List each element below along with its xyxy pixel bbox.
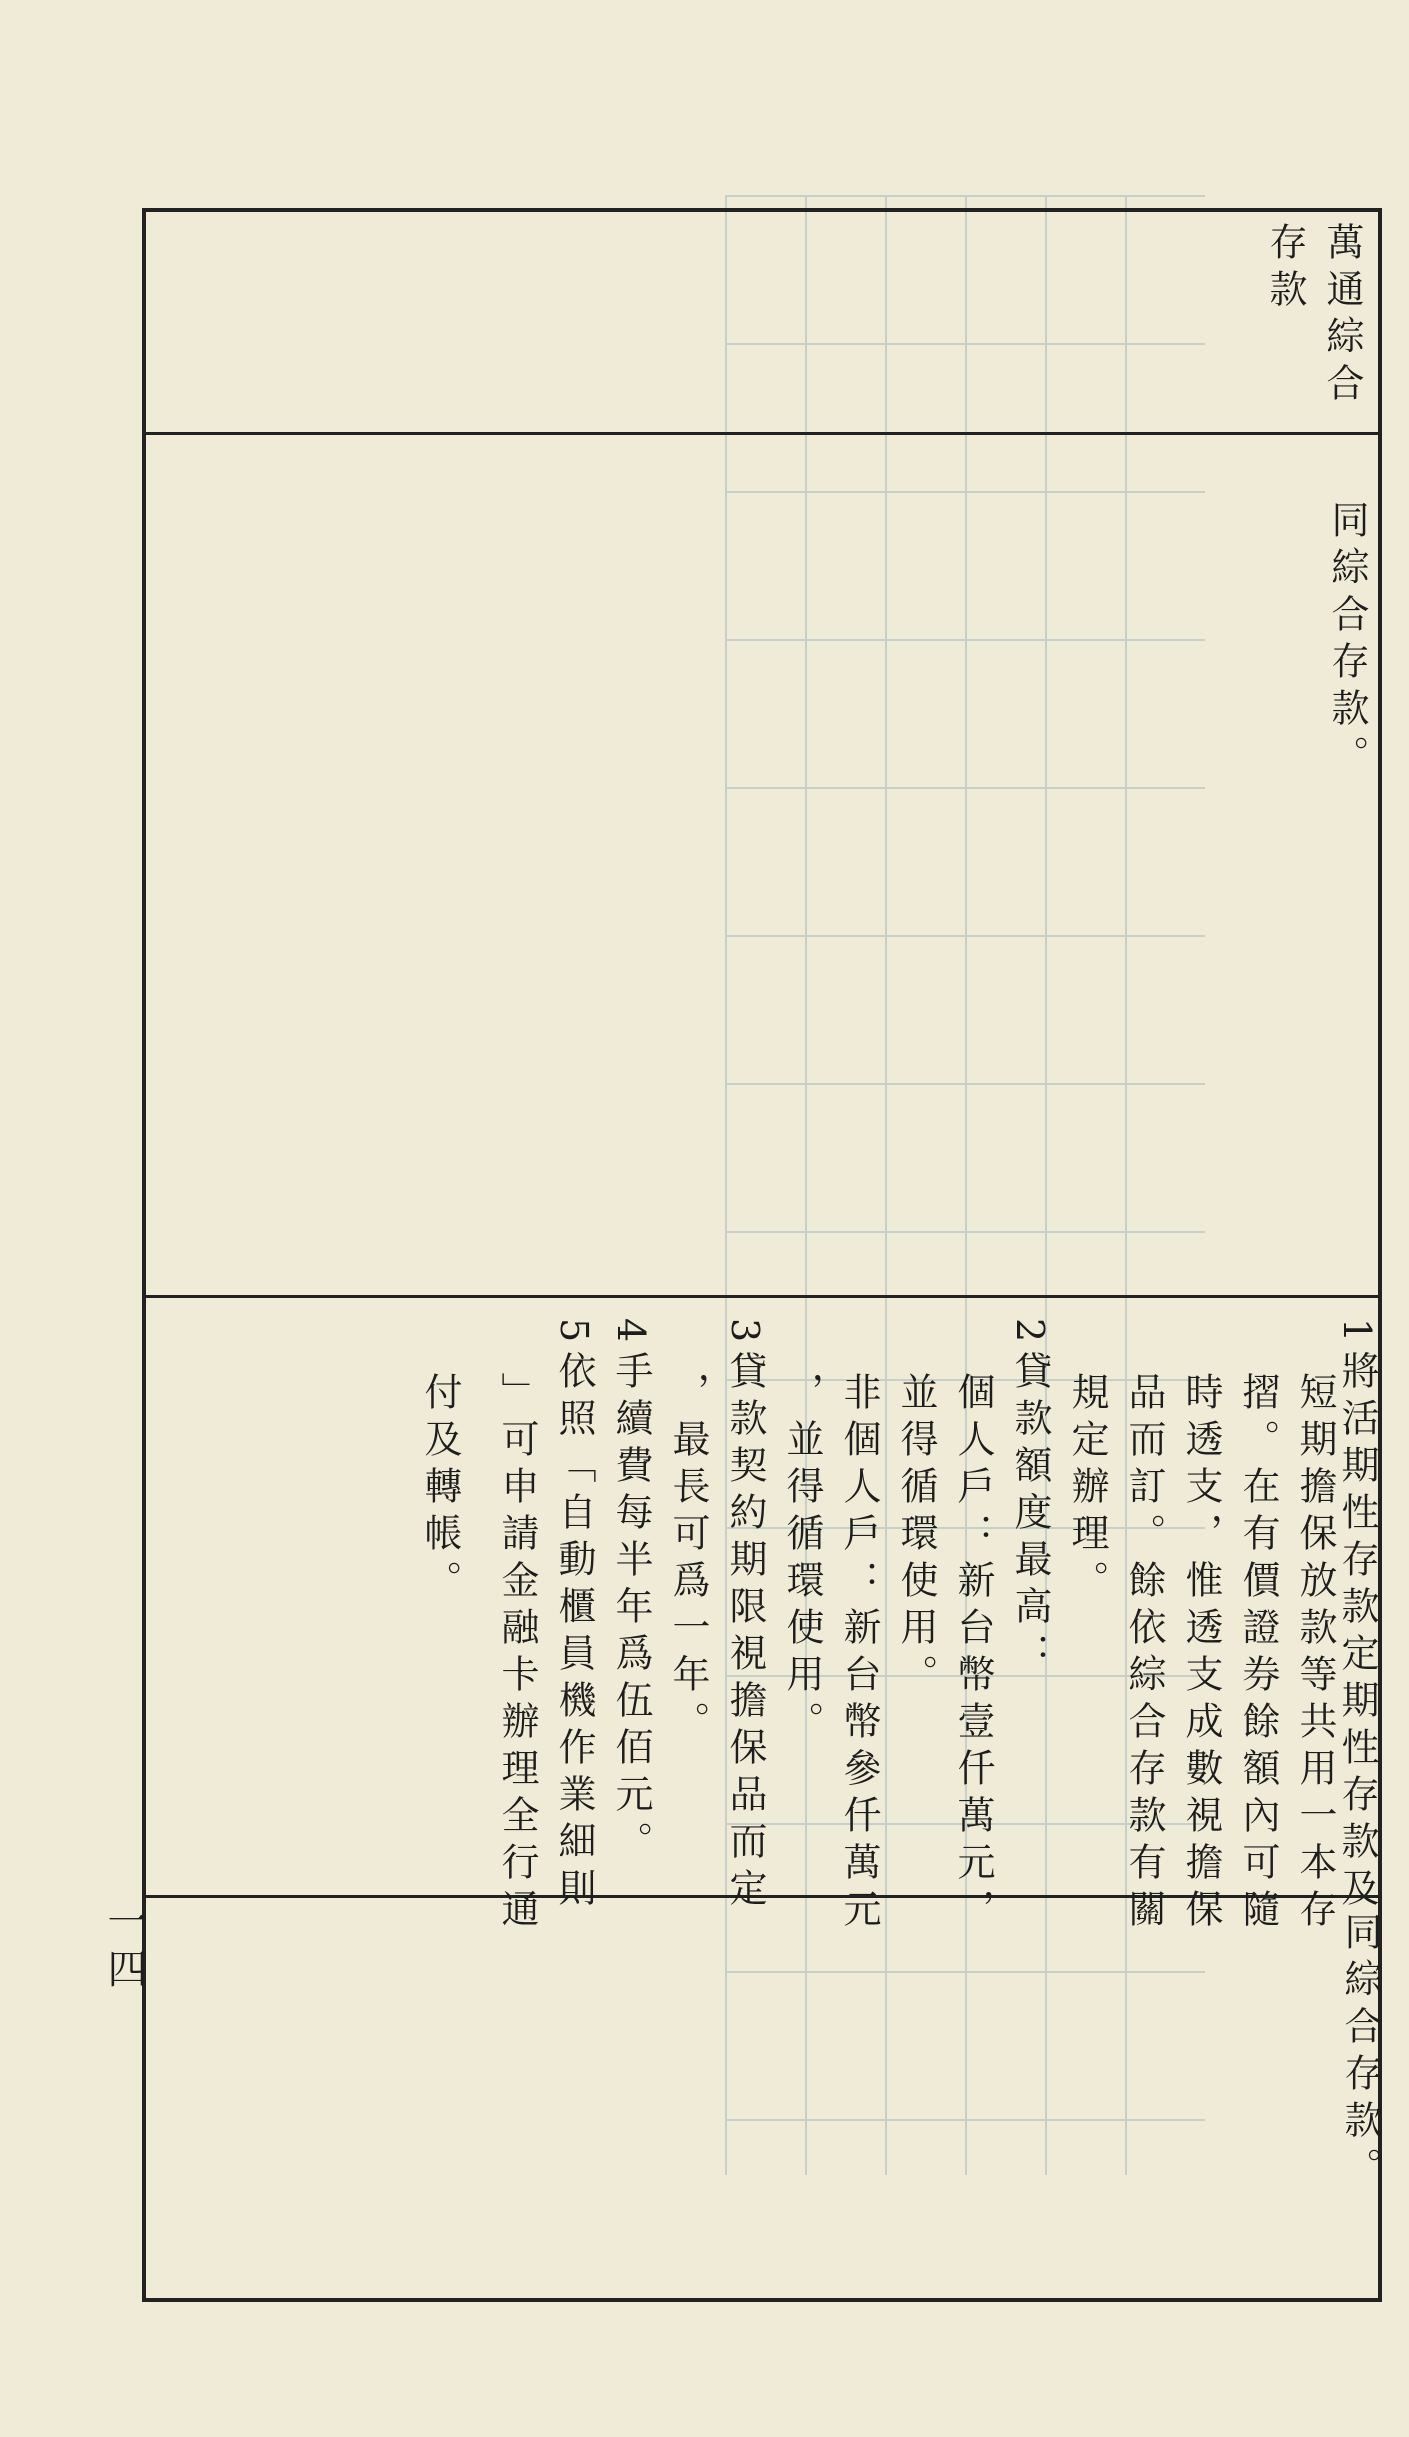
page-number: 一四 (101, 1900, 147, 1996)
row-divider-1 (142, 432, 1382, 435)
row-divider-2 (142, 1295, 1382, 1298)
row3-line-13: ，最長可爲一年。 (666, 1372, 710, 1748)
row3-line-7: 2貸款額度最高： (1008, 1318, 1052, 1681)
row3-line-8: 個人戶：新台幣壹仟萬元， (951, 1372, 995, 1936)
row3-line-6: 規定辦理。 (1065, 1372, 1109, 1607)
heading-line-2: 存款 (1263, 222, 1307, 316)
row3-line-16: 」可申請金融卡辦理全行通 (495, 1372, 539, 1936)
row3-line-3: 摺。在有價證券餘額內可隨 (1236, 1372, 1280, 1936)
row3-line-15: 5依照「自動櫃員機作業細則 (552, 1318, 596, 1916)
row3-line-9: 並得循環使用。 (894, 1372, 938, 1701)
row2-text: 同綜合存款。 (1325, 500, 1369, 782)
row3-line-14: 4手續費每半年爲伍佰元。 (609, 1318, 653, 1869)
row3-line-2: 短期擔保放款等共用一本存 (1293, 1372, 1337, 1936)
row3-line-1: 1將活期性存款定期性存款及 (1335, 1318, 1379, 1916)
row3-line-5: 品而訂。餘依綜合存款有關 (1122, 1372, 1166, 1936)
row3-line-11: ，並得循環使用。 (780, 1372, 824, 1748)
row3-line-10: 非個人戶：新台幣參仟萬元 (837, 1372, 881, 1936)
row3-line-4: 時透支，惟透支成數視擔保 (1179, 1372, 1223, 1936)
row4-text: 同綜合存款。 (1338, 1912, 1382, 2194)
row3-line-17: 付及轉帳。 (418, 1372, 462, 1607)
row3-line-12: 3貸款契約期限視擔保品而定 (723, 1318, 767, 1916)
table-frame (142, 208, 1382, 2302)
heading-line-1: 萬通綜合 (1320, 222, 1364, 410)
